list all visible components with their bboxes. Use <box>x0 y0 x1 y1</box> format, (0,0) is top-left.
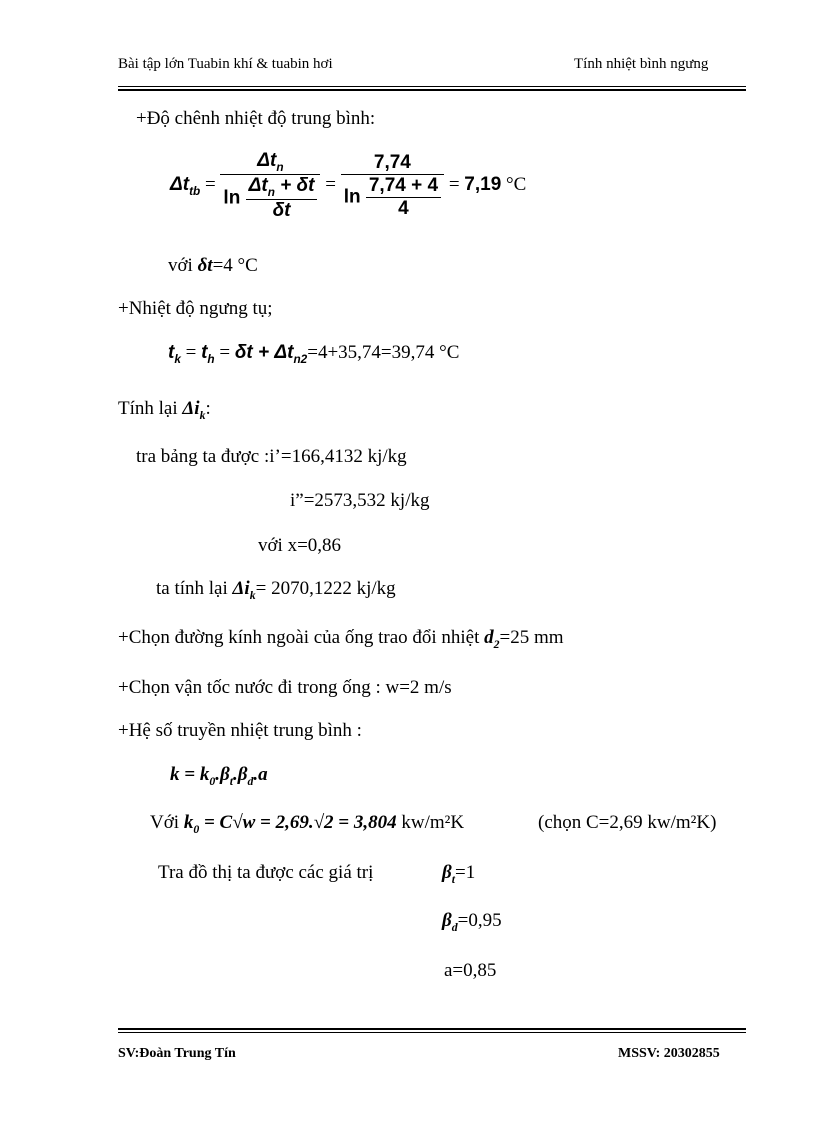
table-lookup-i2: i”=2573,532 kj/kg <box>290 490 430 511</box>
footer-student-id: MSSV: 20302855 <box>618 1046 720 1061</box>
footer-rule-2 <box>118 1032 746 1033</box>
chart-lookup-label: Tra đồ thị ta được các giá trị <box>158 862 374 883</box>
footer-rule-1 <box>118 1028 746 1030</box>
recalc-delta-i-result: ta tính lại $\Delta i_k= 2070,1222$ kj/kg <box>156 578 396 602</box>
header-left: Bài tập lớn Tuabin khí & tuabin hơi <box>118 56 333 72</box>
header-right: Tính nhiệt bình ngưng <box>574 56 709 72</box>
equation-k0: Với $k_0 = C√w = 2,69.√2 = 3,804$ kw/m²K <box>150 812 465 836</box>
header-rule-1 <box>118 86 746 87</box>
heading-heat-transfer-coef: +Hệ số truyền nhiệt trung bình : <box>118 720 362 741</box>
equation-k: $k = k_0.\beta_t.\beta_d.a$ <box>170 764 268 788</box>
delta-t-value: với δt=4 °C <box>168 255 258 276</box>
heading-recalc-delta-i: Tính lại $\Delta i_k$: <box>118 398 211 422</box>
coefficient-note: (chọn C=2,69 kw/m²K) <box>538 812 717 833</box>
header-rule-2 <box>118 89 746 91</box>
a-value: a=0,85 <box>444 960 497 981</box>
equation-mean-temp-diff: $\Delta t_{tb}$ = $\Delta t_n$ ln $\frac{\Delta t_n + \delta t}{\delta t}$ = 7,74 ln $\frac{7,74 + 4}{4}$ = 7,19 °C <box>170 150 527 221</box>
heading-condensing-temp: +Nhiệt độ ngưng tụ; <box>118 298 273 319</box>
beta-t-value: $\beta_t=1$ <box>442 862 476 886</box>
dryness-fraction: với x=0,86 <box>258 535 342 556</box>
footer-student-name: SV:Đoàn Trung Tín <box>118 1046 236 1061</box>
heading-mean-temp-diff: +Độ chênh nhiệt độ trung bình: <box>136 108 376 129</box>
equation-condensing-temp: $t_k = t_h = \delta t + \Delta t_{n2}=4+35,74=39,74$ °C <box>168 342 460 366</box>
table-lookup-i1: tra bảng ta được :i’=166,4132 kj/kg <box>136 446 407 467</box>
tube-diameter: +Chọn đường kính ngoài của ống trao đổi nhiệt $d_2=25$ mm <box>118 627 564 651</box>
water-velocity: +Chọn vận tốc nước đi trong ống : w=2 m/s <box>118 677 452 698</box>
beta-d-value: $\beta_d=0,95$ <box>442 910 502 934</box>
